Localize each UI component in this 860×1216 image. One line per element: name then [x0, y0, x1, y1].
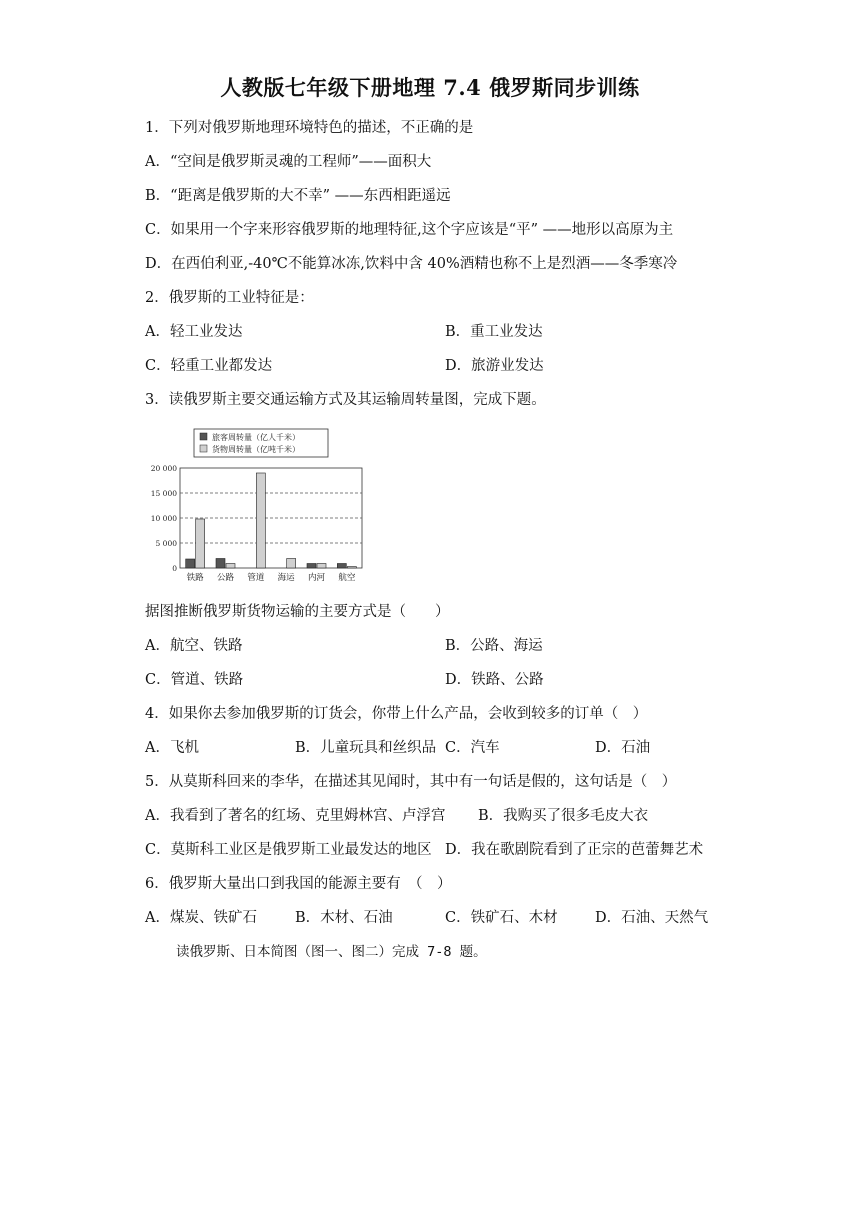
x-tick-label: 铁路	[186, 573, 204, 583]
x-tick-label: 航空	[338, 573, 356, 583]
bar-passenger	[337, 564, 346, 569]
q1-option-c: C．如果用一个字来形容俄罗斯的地理特征,这个字应该是“平” ——地形以高原为主	[145, 222, 674, 238]
bar-freight	[226, 564, 235, 569]
q3-option-c: C．管道、铁路	[145, 672, 244, 688]
q2-option-b: B．重工业发达	[445, 324, 543, 340]
q4-option-a: A．飞机	[145, 740, 199, 756]
bar-passenger	[186, 559, 195, 568]
y-tick-label: 0	[172, 564, 177, 573]
q6-option-d: D．石油、天然气	[595, 910, 709, 926]
chart-legend	[194, 429, 328, 457]
q3-option-a: A．航空、铁路	[145, 638, 243, 654]
q7-intro: 读俄罗斯、日本简图（图一、图二）完成 7-8 题。	[176, 944, 487, 960]
legend-label-passenger: 旅客周转量（亿人千米）	[212, 433, 300, 442]
q1-stem: 1．下列对俄罗斯地理环境特色的描述，不正确的是	[145, 120, 474, 136]
q2-stem: 2．俄罗斯的工业特征是：	[145, 290, 314, 306]
q1-option-b: B．“距离是俄罗斯的大不幸” ——东西相距遥远	[145, 188, 451, 204]
bar-freight	[196, 519, 205, 568]
bar-passenger	[216, 559, 225, 569]
q4-option-b: B．儿童玩具和丝织品	[295, 740, 437, 756]
q5-stem: 5．从莫斯科回来的李华，在描述其见闻时，其中有一句话是假的，这句话是（ ）	[145, 774, 677, 790]
q6-option-c: C．铁矿石、木材	[445, 910, 558, 926]
q1-option-a: A．“空间是俄罗斯灵魂的工程师”——面积大	[145, 154, 432, 170]
x-tick-label: 海运	[277, 573, 295, 583]
q6-option-b: B．木材、石油	[295, 910, 393, 926]
y-tick-label: 15 000	[150, 489, 177, 498]
x-tick-label: 内河	[307, 573, 326, 583]
q4-stem: 4．如果你去参加俄罗斯的订货会，你带上什么产品，会收到较多的订单（ ）	[145, 706, 648, 722]
q4-option-d: D．石油	[595, 740, 651, 756]
x-tick-label: 管道	[247, 573, 265, 583]
legend-label-freight: 货物周转量（亿吨千米）	[212, 445, 300, 454]
y-tick-label: 5 000	[155, 539, 177, 548]
bar-freight	[317, 564, 326, 569]
x-tick-label: 公路	[216, 573, 235, 583]
bar-freight	[287, 559, 296, 569]
q2-option-a: A．轻工业发达	[145, 324, 243, 340]
bar-freight	[256, 473, 265, 568]
q3-stem: 3．读俄罗斯主要交通运输方式及其运输周转量图，完成下题。	[145, 392, 546, 408]
bar-passenger	[307, 564, 316, 569]
q6-option-a: A．煤炭、铁矿石	[145, 910, 257, 926]
q5-option-d: D．我在歌剧院看到了正宗的芭蕾舞艺术	[445, 842, 704, 858]
bar-freight	[347, 567, 356, 569]
page-title: 人教版七年级下册地理 7.4 俄罗斯同步训练	[220, 75, 640, 100]
q2-option-c: C．轻重工业都发达	[145, 358, 273, 374]
q5-option-c: C．莫斯科工业区是俄罗斯工业最发达的地区	[145, 842, 432, 858]
q5-option-b: B．我购买了很多毛皮大衣	[478, 808, 649, 824]
q1-option-d: D．在西伯利亚,-40℃不能算冰冻,饮料中含 40%酒精也称不上是烈酒——冬季寒冷	[145, 256, 678, 272]
q4-option-c: C．汽车	[445, 740, 500, 756]
legend-swatch-passenger	[200, 433, 207, 440]
q2-option-d: D．旅游业发达	[445, 358, 544, 374]
q3-option-b: B．公路、海运	[445, 638, 543, 654]
q3-option-d: D．铁路、公路	[445, 672, 544, 688]
q3-sub-question: 据图推断俄罗斯货物运输的主要方式是（ ）	[145, 604, 450, 620]
y-tick-label: 10 000	[150, 514, 177, 523]
q6-stem: 6．俄罗斯大量出口到我国的能源主要有 （ ）	[145, 876, 452, 892]
legend-swatch-freight	[200, 445, 207, 452]
y-tick-label: 20 000	[150, 464, 177, 473]
q5-option-a: A．我看到了著名的红场、克里姆林宫、卢浮宫	[145, 808, 446, 824]
transport-chart	[140, 422, 380, 586]
